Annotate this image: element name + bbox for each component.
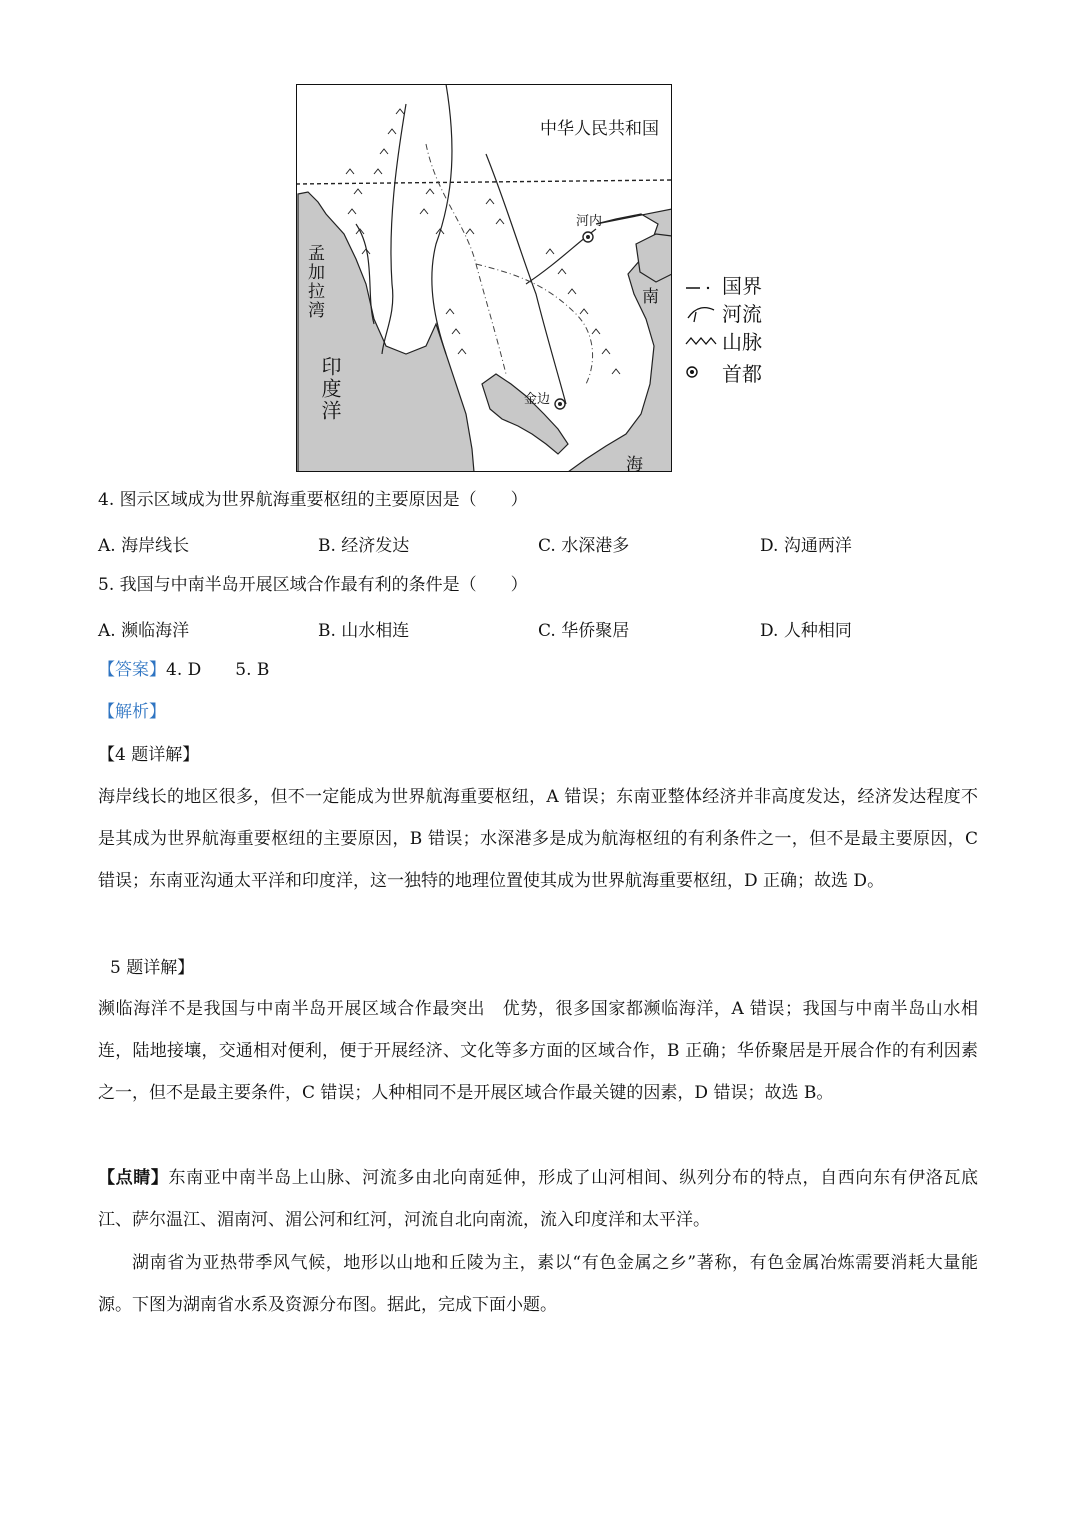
answer-tag: 【答案】 [98,660,166,680]
q5-option-b: B. 山水相连 [318,621,410,641]
legend-mountain: 山脉 [684,326,794,354]
q4-stem: 4. 图示区域成为世界航海重要枢纽的主要原因是（ ） [98,490,528,510]
q5-option-c: C. 华侨聚居 [538,621,630,641]
detail5-body: 濒临海洋不是我国与中南半岛开展区域合作最突出 优势，很多国家都濒临海洋，A 错误；我国与中南半岛山水相连，陆地接壤，交通相对便利，便于开展经济、文化等多方面的区域合作，B 正确；华侨聚居是开展合作的有利因素之一，但不是最主要条件，C 错误；人种相同不是开展区域合作最关键的因素，D 错误；故选 B。 [98,999,978,1103]
river-icon [684,300,720,324]
q5-stem: 5. 我国与中南半岛开展区域合作最有利的条件是（ ） [98,575,528,595]
q4-option-a: A. 海岸线长 [98,536,190,556]
analysis-tag: 【解析】 [98,702,166,722]
legend-border: 国界 [684,270,794,298]
map-label-hai: 海 [626,455,643,475]
map-label-indian-ocean: 印度洋 [318,356,342,422]
answer-text: 4. D 5. B [166,660,270,680]
q4-option-c: C. 水深港多 [538,536,630,556]
map-label-china: 中华人民共和国 [540,119,659,139]
tip-body: 东南亚中南半岛上山脉、河流多由北向南延伸，形成了山河相间、纵列分布的特点，自西向东有伊洛瓦底江、萨尔温江、湄南河、湄公河和红河，河流自北向南流，流入印度洋和太平洋。 [98,1168,979,1230]
map-label-nan: 南 [642,287,659,307]
map-label-phnompenh: 金边 [524,392,551,407]
detail4-body: 海岸线长的地区很多，但不一定能成为世界航海重要枢纽，A 错误；东南亚整体经济并非高度发达，经济发达程度不是其成为世界航海重要枢纽的主要原因，B 错误；水深港多是成为航海枢纽的有利条件之一，但不是最主要原因，C 错误；东南亚沟通太平洋和印度洋，这一独特的地理位置使其成为世界航海重要枢纽，D 正确；故选 D。 [98,787,978,891]
q5-option-a: A. 濒临海洋 [98,621,190,641]
answer-line [98,658,269,682]
q4-option-b: B. 经济发达 [318,536,410,556]
map-legend [684,270,794,386]
detail4-title: 【4 题详解】 [98,745,200,765]
tip-tag: 【点睛】 [98,1168,169,1188]
detail5-title: 5 题详解】 [110,958,195,978]
capital-icon [684,360,720,384]
legend-capital: 首都 [684,358,794,386]
q4-option-d: D. 沟通两洋 [760,536,852,556]
q5-option-d: D. 人种相同 [760,621,852,641]
southeast-asia-map [296,84,672,475]
map-label-hanoi: 河内 [576,214,603,229]
map-graphic [296,84,672,472]
intro-paragraph: 湖南省为亚热带季风气候，地形以山地和丘陵为主，素以“有色金属之乡”著称，有色金属冶炼需要消耗大量能源。下图为湖南省水系及资源分布图。据此，完成下面小题。 [98,1253,978,1315]
legend-river: 河流 [684,298,794,326]
border-icon [684,272,720,296]
mountain-icon [684,328,720,352]
map-label-bay-of-bengal: 孟加拉湾 [304,244,324,320]
tip-paragraph [98,1157,978,1241]
